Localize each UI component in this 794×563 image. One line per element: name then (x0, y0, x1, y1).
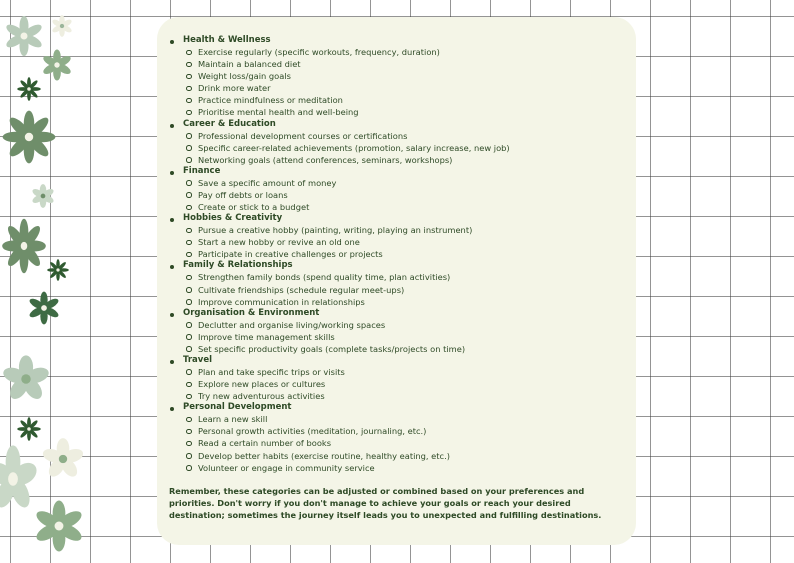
list-item: Start a new hobby or revive an old one (183, 236, 622, 248)
flower-icon (46, 258, 70, 282)
list-item: Exercise regularly (specific workouts, frequency, duration) (183, 46, 622, 58)
list-item: Improve time management skills (183, 331, 622, 343)
category-finance (165, 166, 622, 213)
list-item: Prioritise mental health and well-being (183, 106, 622, 118)
category-title: Personal Development (183, 402, 292, 413)
item-list (183, 366, 622, 402)
list-item: Learn a new skill (183, 413, 622, 425)
category-personal-development (165, 402, 622, 473)
list-item: Develop better habits (exercise routine, healthy eating, etc.) (183, 450, 622, 462)
flower-icon (0, 216, 48, 276)
item-list (183, 130, 622, 166)
list-item: Plan and take specific trips or visits (183, 366, 622, 378)
category-health-wellness (165, 35, 622, 119)
list-item: Professional development courses or certifications (183, 130, 622, 142)
category-title: Hobbies & Creativity (183, 213, 283, 224)
list-item: Maintain a balanced diet (183, 58, 622, 70)
flower-icon (50, 14, 74, 38)
list-item: Weight loss/gain goals (183, 70, 622, 82)
goals-card (157, 17, 636, 545)
list-item: Create or stick to a budget (183, 201, 622, 213)
flower-icon (16, 76, 42, 102)
flower-icon (38, 436, 88, 482)
item-list (183, 319, 622, 355)
category-family-relationships (165, 260, 622, 307)
item-list (183, 413, 622, 473)
category-title: Family & Relationships (183, 260, 293, 271)
list-item: Cultivate friendships (schedule regular meet-ups) (183, 284, 622, 296)
item-list (183, 271, 622, 307)
category-title: Organisation & Environment (183, 307, 320, 318)
list-item: Practice mindfulness or meditation (183, 94, 622, 106)
category-list (165, 35, 622, 474)
category-hobbies-creativity (165, 213, 622, 260)
list-item: Strengthen family bonds (spend quality time, plan activities) (183, 271, 622, 283)
list-item: Declutter and organise living/working spaces (183, 319, 622, 331)
closing-note: Remember, these categories can be adjusted or combined based on your preferences and priorities. Don't worry if you don't manage to achieve your goals or reach your desired destination; sometimes the journey itself leads you to unexpected and fulfilling destinations. (169, 485, 602, 521)
flower-icon (26, 290, 62, 326)
category-title: Health & Wellness (183, 35, 271, 45)
list-item: Participate in creative challenges or projects (183, 248, 622, 260)
item-list (183, 177, 622, 213)
category-travel (165, 355, 622, 402)
list-item: Networking goals (attend conferences, seminars, workshops) (183, 154, 622, 166)
list-item: Save a specific amount of money (183, 177, 622, 189)
flower-icon (0, 352, 52, 406)
flower-icon (30, 183, 56, 209)
list-item: Pay off debts or loans (183, 189, 622, 201)
flower-icon (30, 498, 88, 554)
flower-icon (40, 48, 74, 82)
category-career-education (165, 119, 622, 166)
list-item: Improve communication in relationships (183, 296, 622, 308)
list-item: Pursue a creative hobby (painting, writing, playing an instrument) (183, 224, 622, 236)
category-organisation-environment (165, 308, 622, 355)
list-item: Explore new places or cultures (183, 378, 622, 390)
category-title: Finance (183, 165, 221, 176)
list-item: Read a certain number of books (183, 437, 622, 449)
category-title: Career & Education (183, 118, 276, 129)
item-list (183, 46, 622, 119)
list-item: Try new adventurous activities (183, 390, 622, 402)
category-title: Travel (183, 354, 213, 365)
list-item: Volunteer or engage in community service (183, 462, 622, 474)
flower-icon (0, 108, 58, 166)
list-item: Drink more water (183, 82, 622, 94)
list-item: Set specific productivity goals (complete tasks/projects on time) (183, 343, 622, 355)
item-list (183, 224, 622, 260)
list-item: Specific career-related achievements (promotion, salary increase, new job) (183, 142, 622, 154)
list-item: Personal growth activities (meditation, journaling, etc.) (183, 425, 622, 437)
